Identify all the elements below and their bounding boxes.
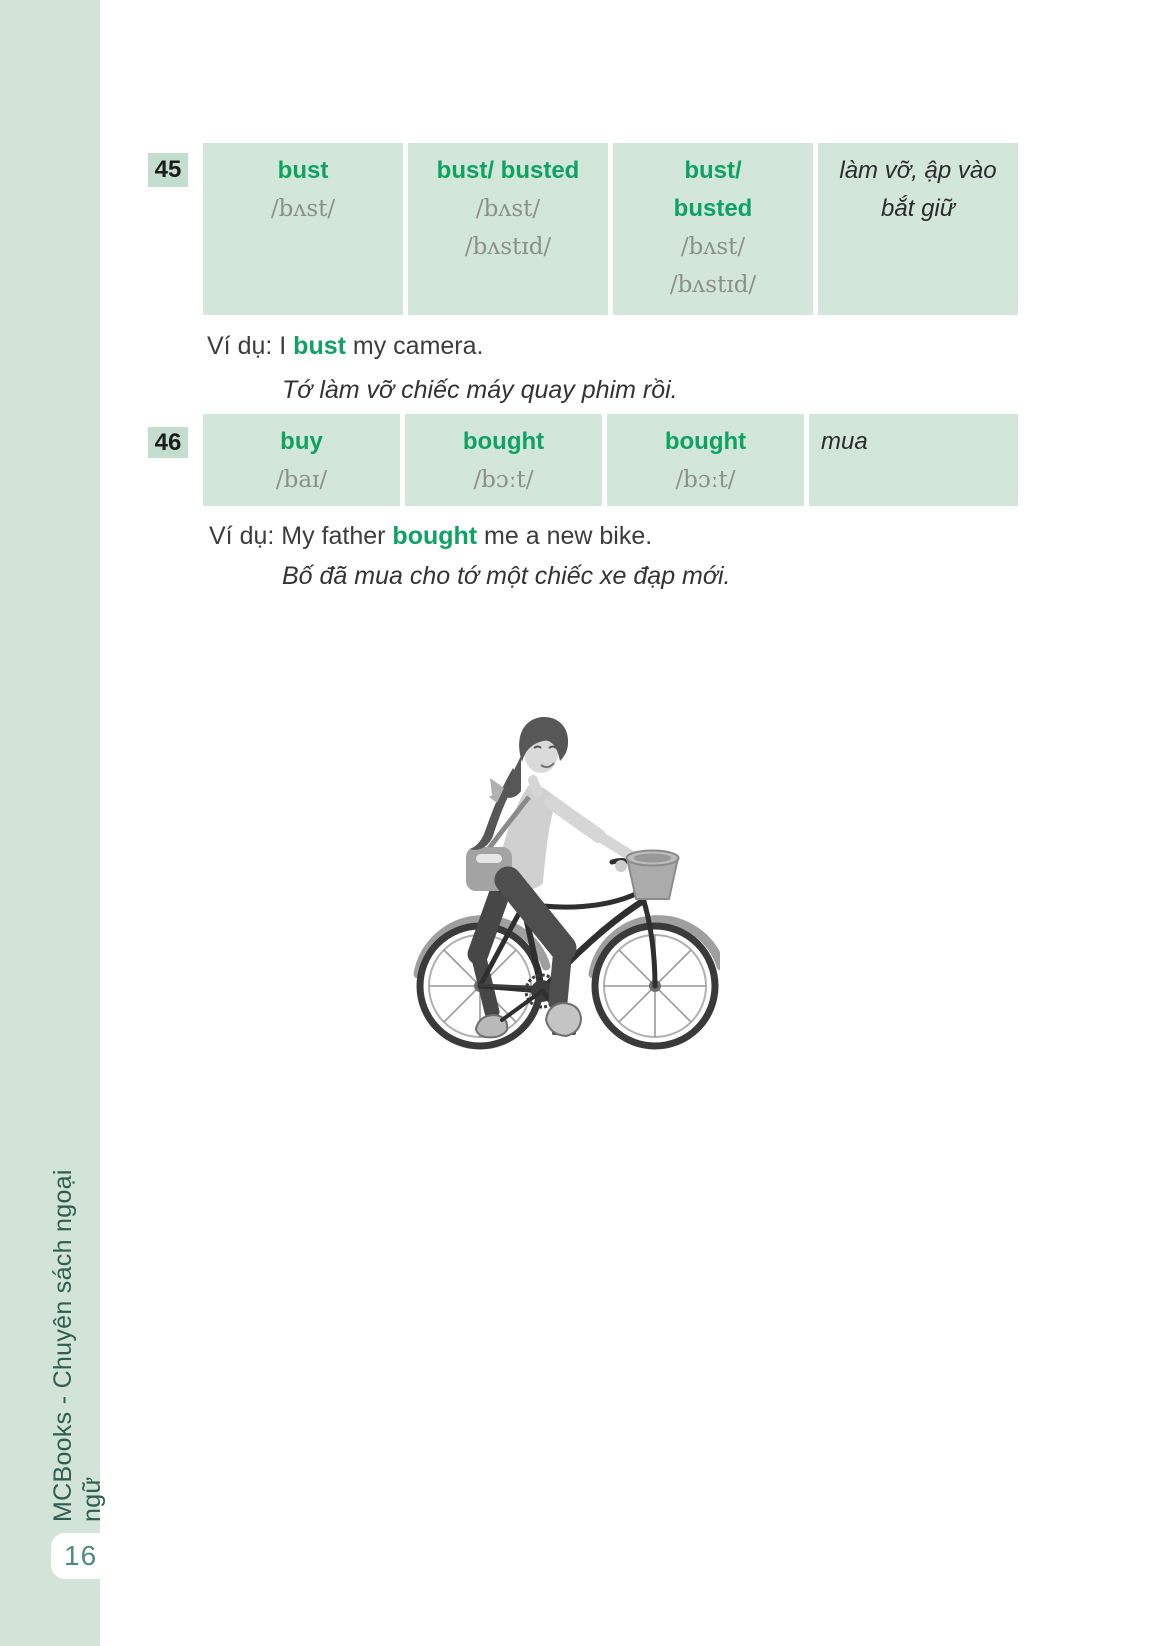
ipa-text: /baɪ/	[275, 467, 328, 493]
ipa-text: /bʌst/	[270, 196, 336, 222]
hand	[615, 860, 627, 872]
upper-arm	[551, 802, 599, 836]
row-number-badge: 46	[148, 427, 188, 458]
ipa-text: /bʌstɪd/	[669, 272, 757, 298]
verb-text: bought	[462, 428, 545, 455]
ipa-text: /bʌst/	[680, 234, 746, 260]
bag-handle-slot	[476, 854, 502, 863]
near-shoe	[546, 1003, 581, 1036]
row-number-badge: 45	[148, 153, 188, 187]
cell-meaning	[809, 414, 1018, 506]
neck	[533, 780, 538, 793]
vocab-table-row	[203, 414, 1018, 506]
cell-past-simple	[408, 143, 608, 315]
example-end: my camera.	[345, 332, 484, 360]
example-start: Ví dụ: My father	[209, 522, 393, 550]
meaning-line: làm vỡ, ập vào	[839, 157, 997, 184]
ipa-text: /bʌstɪd/	[464, 234, 552, 260]
verb-text: busted	[673, 195, 753, 222]
sidebar-brand-text: MCBooks - Chuyên sách ngoại ngữ	[49, 1169, 106, 1522]
example-sentence	[209, 521, 652, 551]
front-basket	[627, 851, 679, 900]
example-end: me a new bike.	[477, 522, 653, 550]
cell-past-simple	[405, 414, 602, 506]
verb-text: buy	[280, 428, 323, 455]
ipa-text: /bɔːt/	[675, 467, 736, 493]
cell-past-participle	[607, 414, 804, 506]
ipa-text: /bɔːt/	[473, 467, 534, 493]
verb-text: bought	[664, 428, 747, 455]
ipa-text: /bʌst/	[475, 196, 541, 222]
vocab-table-row	[203, 143, 1018, 315]
cell-meaning	[818, 143, 1018, 315]
cell-past-participle	[613, 143, 813, 315]
example-start: Ví dụ: I	[207, 332, 294, 360]
example-highlight: bought	[392, 522, 478, 550]
cell-infinitive	[203, 414, 400, 506]
example-highlight: bust	[293, 332, 346, 360]
verb-text: bust/	[684, 157, 742, 184]
verb-text: bust/ busted	[436, 157, 580, 184]
example-translation: Tớ làm vỡ chiếc máy quay phim rồi.	[282, 376, 678, 404]
page-number: 16	[64, 1540, 98, 1571]
page-number-pill	[51, 1533, 125, 1579]
example-sentence	[207, 331, 483, 361]
verb-text: bust	[277, 157, 329, 184]
example-translation: Bố đã mua cho tớ một chiếc xe đạp mới.	[282, 562, 731, 590]
girl-on-bicycle-illustration	[400, 698, 720, 1056]
meaning-line: bắt giữ	[881, 195, 955, 222]
meaning-line: mua	[821, 428, 868, 455]
near-shin	[558, 948, 563, 1002]
cell-infinitive	[203, 143, 403, 315]
